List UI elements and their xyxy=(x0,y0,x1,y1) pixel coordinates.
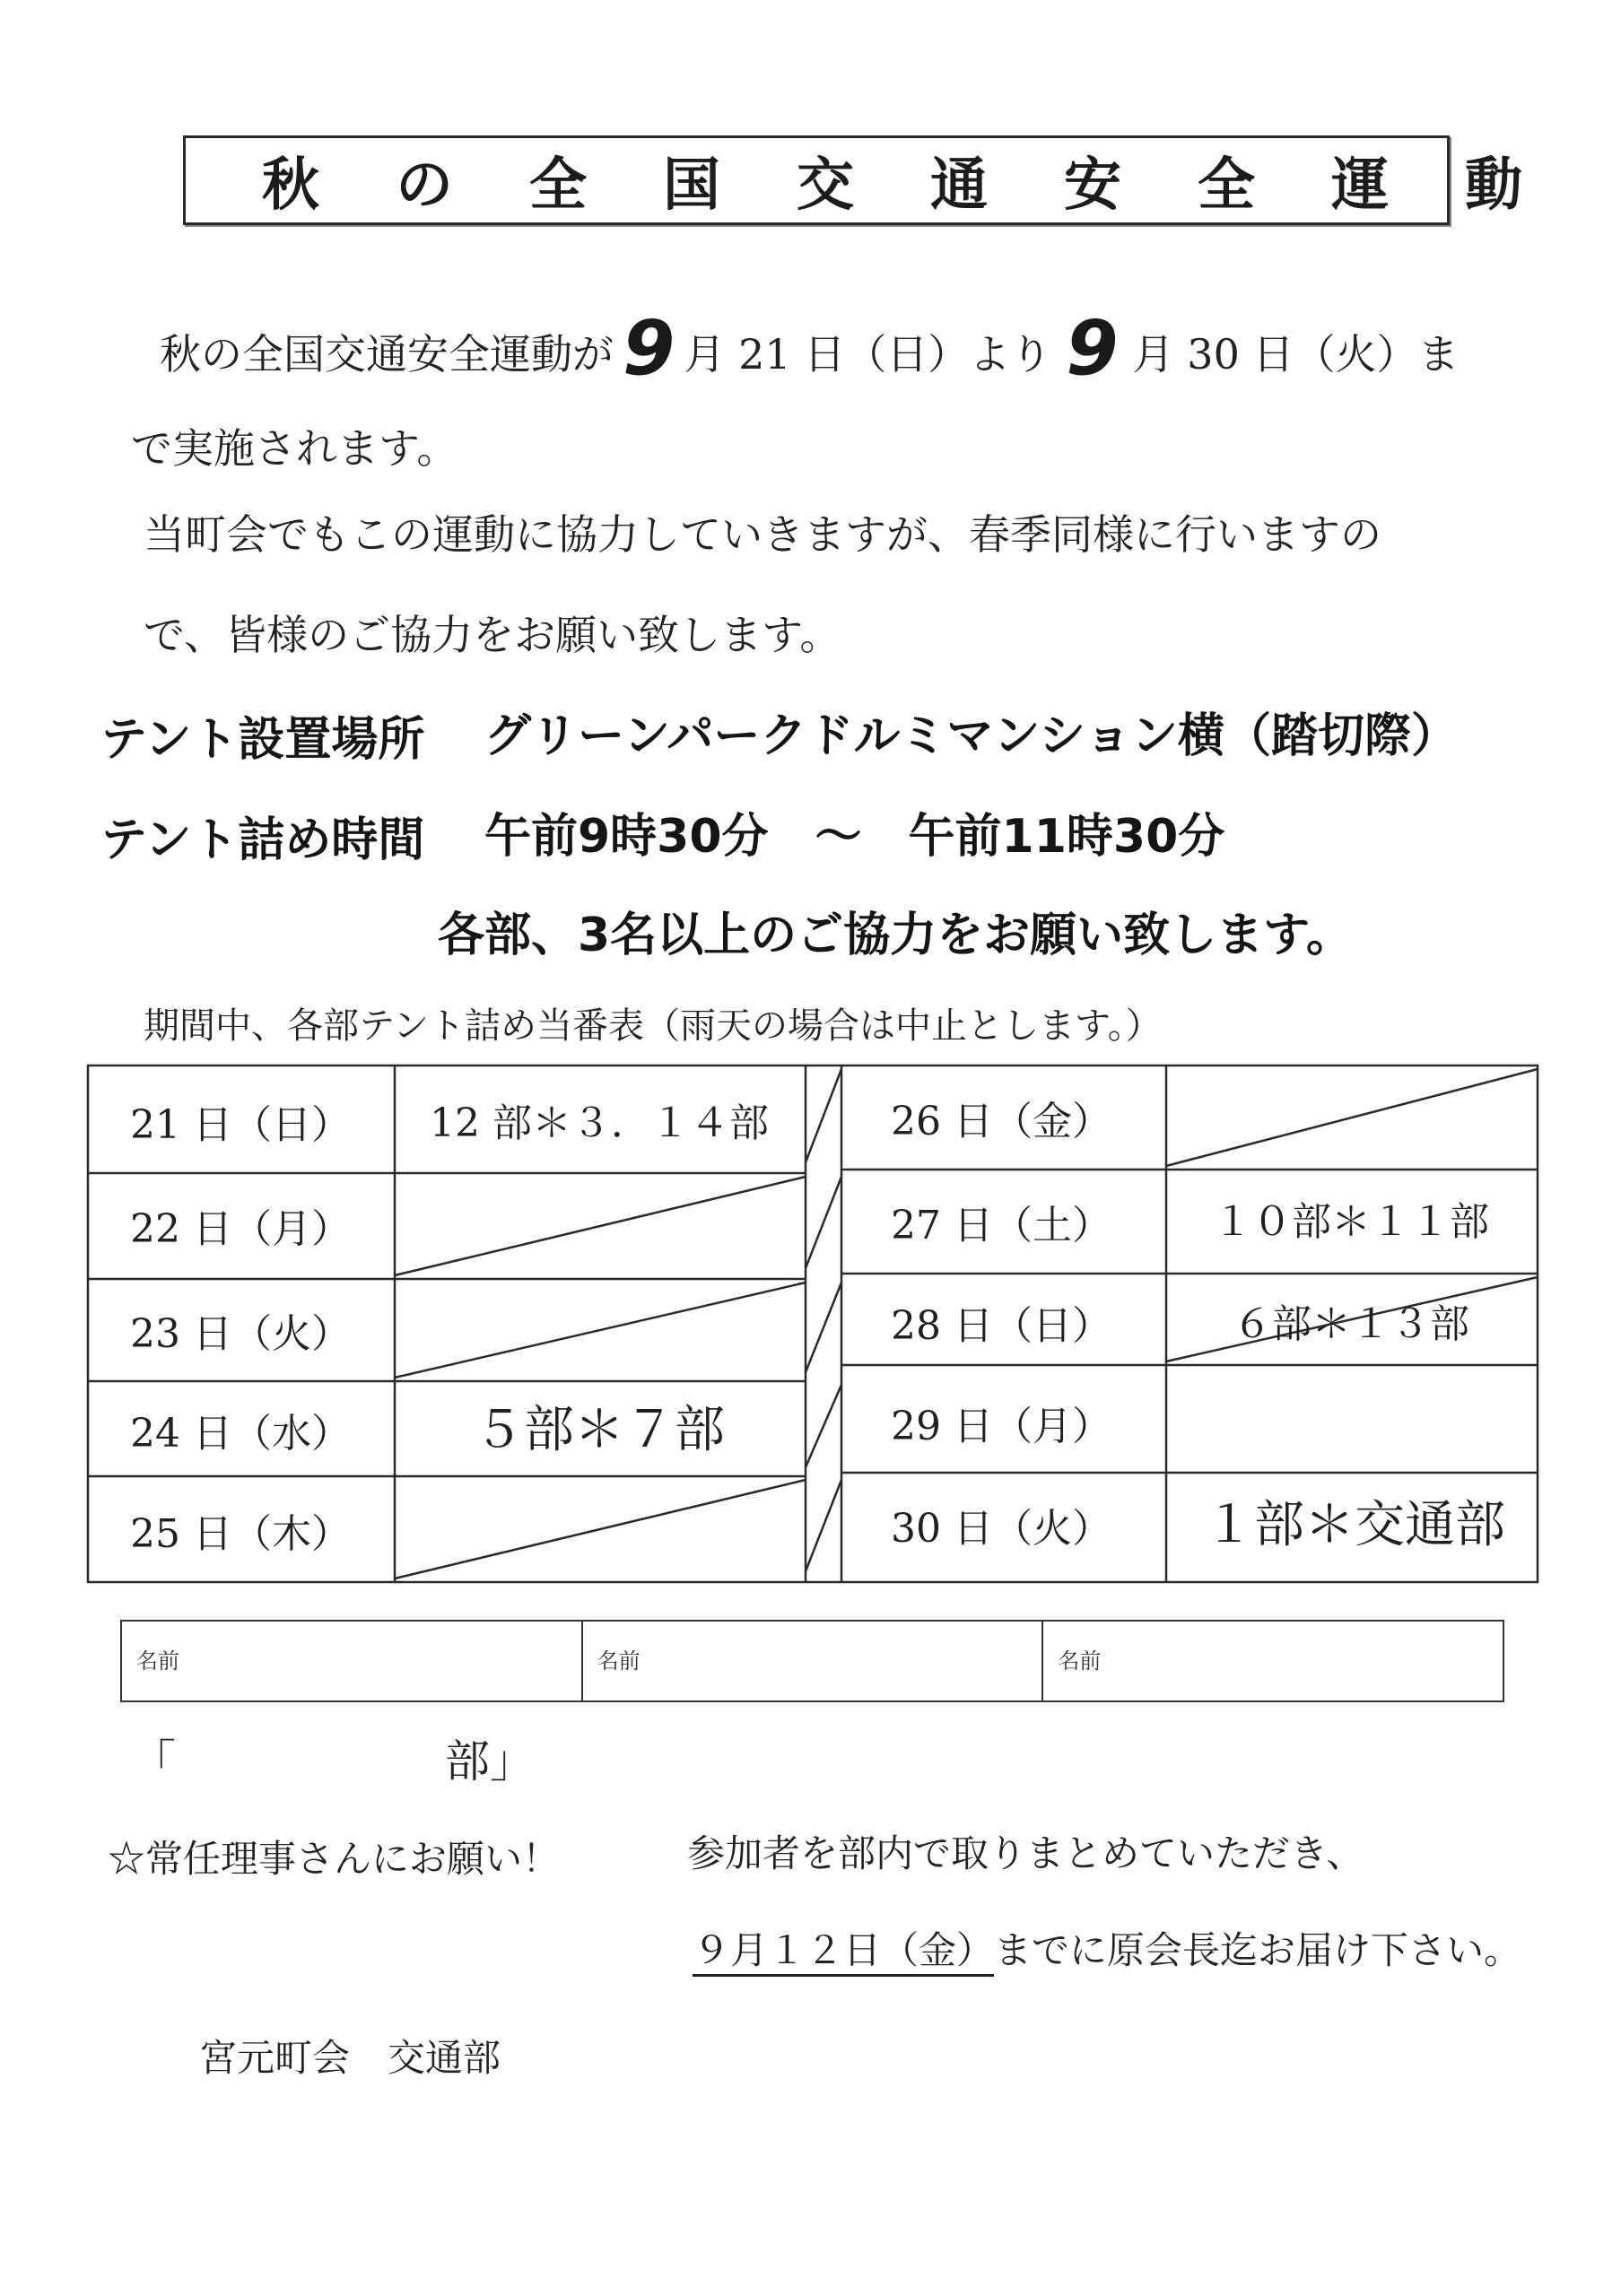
schedule-date-24: 24 日（水） xyxy=(130,1411,351,1457)
tent-place-label: テント設置場所 xyxy=(100,713,425,767)
request-title: ☆常任理事さんにお願い！ xyxy=(108,1837,561,1881)
schedule-date-26: 26 日（金） xyxy=(891,1099,1111,1144)
handwritten-month-end: 9 xyxy=(1066,304,1119,392)
name-label: 名前 xyxy=(1058,1648,1102,1674)
schedule-assign-27: １０部＊１１部 xyxy=(1213,1199,1489,1245)
intro-text-a: 秋の全国交通安全運動が xyxy=(160,330,614,378)
name-label: 名前 xyxy=(136,1648,179,1674)
intro-line-1 xyxy=(160,304,1460,392)
title-box xyxy=(183,135,1599,225)
schedule-table xyxy=(86,1064,1539,1584)
schedule-assign-21: 12 部＊３．１４部 xyxy=(430,1100,769,1146)
intro-line-2: で実施されます。 xyxy=(131,424,458,473)
handwritten-month-start: 9 xyxy=(623,304,675,392)
tent-request: 各部、3名以上のご協力をお願い致します。 xyxy=(438,909,1354,962)
schedule-assign-30: １部＊交通部 xyxy=(1204,1496,1505,1554)
tent-time-value: 午前9時30分 ～ 午前11時30分 xyxy=(484,810,1225,864)
schedule-date-23: 23 日（火） xyxy=(130,1311,351,1357)
schedule-date-25: 25 日（木） xyxy=(130,1511,351,1557)
intro-text-c: 月 30 日（火）ま xyxy=(1132,330,1460,378)
document-title: 秋の全国交通安全運動 xyxy=(262,152,1599,219)
schedule-date-27: 27 日（土） xyxy=(891,1203,1111,1248)
schedule-date-22: 22 日（月） xyxy=(130,1206,351,1252)
request-line-2 xyxy=(693,1921,1521,1975)
name-field-1[interactable] xyxy=(122,1622,583,1700)
deadline-date: ９月１２日（金） xyxy=(693,1928,994,1977)
name-label: 名前 xyxy=(597,1648,641,1674)
intro-text-b: 月 21 日（日）より xyxy=(684,330,1052,378)
request-line-1: 参加者を部内で取りまとめていただき、 xyxy=(687,1831,1364,1875)
schedule-date-21: 21 日（日） xyxy=(130,1102,351,1148)
name-entry-table xyxy=(120,1620,1504,1702)
tent-place-value: グリーンパークドルミマンション横（踏切際） xyxy=(484,709,1458,763)
request-line-2-rest: までに原会長迄お届け下さい。 xyxy=(994,1928,1522,1972)
schedule-assign-24: ５部＊７部 xyxy=(474,1401,725,1459)
schedule-assign-28: ６部＊１３部 xyxy=(1233,1301,1469,1347)
signature: 宮元町会 交通部 xyxy=(199,2036,501,2080)
schedule-caption: 期間中、各部テント詰め当番表（雨天の場合は中止とします。） xyxy=(144,1005,1162,1047)
name-field-3[interactable] xyxy=(1043,1622,1503,1700)
department-line: 「 部」 xyxy=(131,1735,535,1787)
name-field-2[interactable] xyxy=(583,1622,1044,1700)
tent-time-label: テント詰め時間 xyxy=(100,813,425,867)
intro-line-3: 当町会でもこの運動に協力していきますが、春季同様に行いますの xyxy=(144,510,1381,559)
intro-line-4: で、皆様のご協力をお願い致します。 xyxy=(144,611,841,659)
schedule-date-30: 30 日（火） xyxy=(891,1506,1111,1552)
schedule-date-28: 28 日（日） xyxy=(891,1303,1111,1349)
schedule-date-29: 29 日（月） xyxy=(891,1404,1111,1449)
